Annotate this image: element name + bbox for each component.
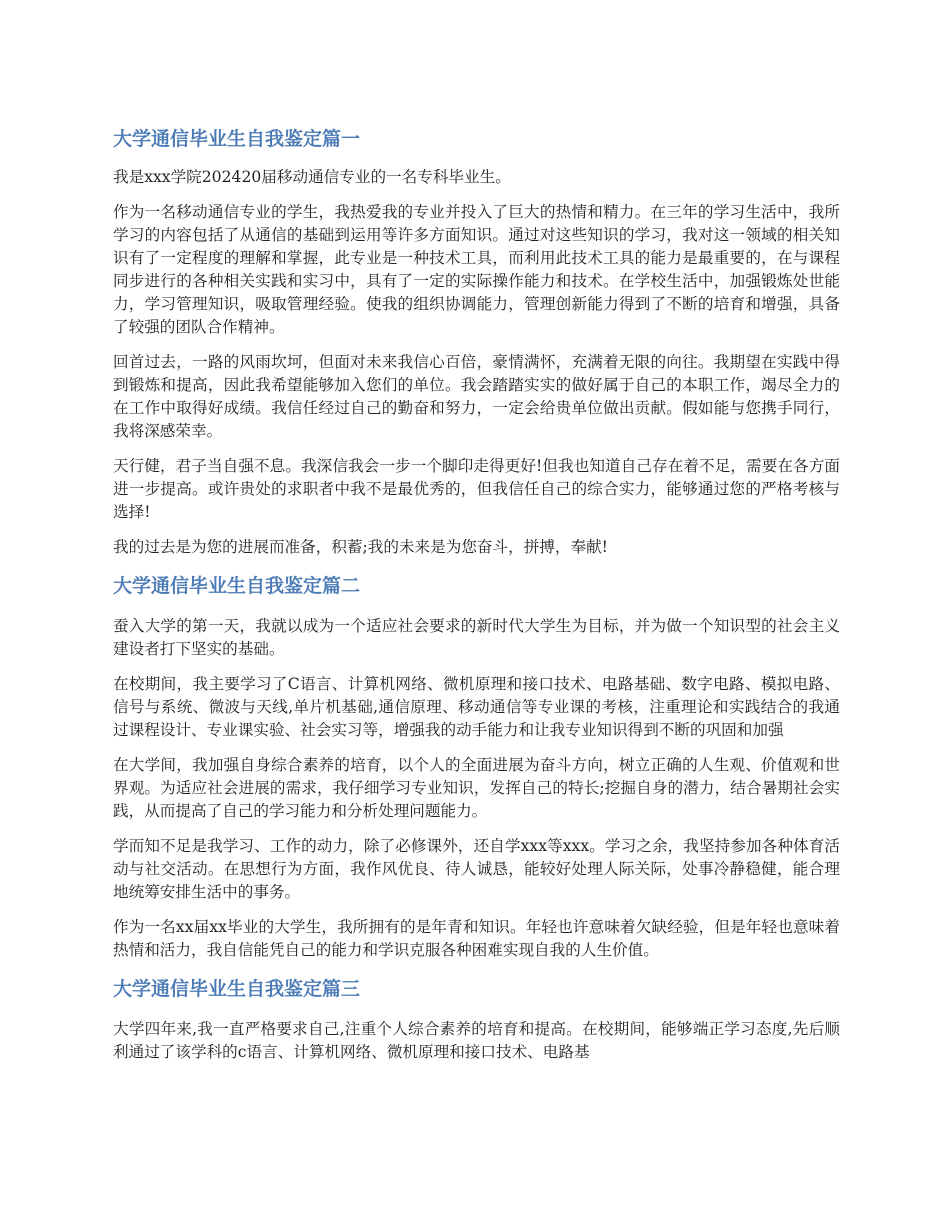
paragraph: 作为一名移动通信专业的学生，我热爱我的专业并投入了巨大的热情和精力。在三年的学习生活中，我所学习的内容包括了从通信的基础到运用等许多方面知识。通过对这些知识的学习，我对这一领域的相关知识有了一定程度的理解和掌握，此专业是一种技术工具，而利用此技术工具的能力是最重要的，在与课程同步进行的各种相关实践和实习中，具有了一定的实际操作能力和技术。在学校生活中，加强锻炼处世能力，学习管理知识，吸取管理经验。使我的组织协调能力，管理创新能力得到了不断的培育和增强，具备了较强的团队合作精神。 [113, 203, 840, 336]
paragraph: 在大学间，我加强自身综合素养的培育，以个人的全面进展为奋斗方向，树立正确的人生观、价值观和世界观。为适应社会进展的需求，我仔细学习专业知识，发挥自己的特长;挖掘自身的潜力，结合暑期社会实践，从而提高了自己的学习能力和分析处理问题能力。 [113, 756, 840, 820]
paragraph: 作为一名xx届xx毕业的大学生，我所拥有的是年青和知识。年轻也许意味着欠缺经验，但是年轻也意味着热情和活力，我自信能凭自己的能力和学识克服各种困难实现自我的人生价值。 [113, 918, 840, 959]
section-heading: 大学通信毕业生自我鉴定篇三 [113, 978, 361, 1000]
section-heading: 大学通信毕业生自我鉴定篇一 [113, 128, 361, 150]
paragraph: 我的过去是为您的进展而准备，积蓄;我的未来是为您奋斗，拼搏，奉献! [113, 538, 608, 556]
paragraph: 天行健，君子当自强不息。我深信我会一步一个脚印走得更好!但我也知道自己存在着不足，需要在各方面进一步提高。或许贵处的求职者中我不是最优秀的，但我信任自己的综合实力，能够通过您的严格考核与选择! [113, 457, 840, 521]
document-body [113, 124, 840, 1076]
paragraph: 蚕入大学的第一天，我就以成为一个适应社会要求的新时代大学生为目标，并为做一个知识型的社会主义建设者打下坚实的基础。 [113, 617, 840, 658]
section-3 [113, 974, 840, 1064]
paragraph: 大学四年来,我一直严格要求自己,注重个人综合素养的培育和提高。在校期间，能够端正学习态度,先后顺利通过了该学科的c语言、计算机网络、微机原理和接口技术、电路基 [113, 1020, 840, 1061]
section-heading: 大学通信毕业生自我鉴定篇二 [113, 575, 361, 597]
paragraph: 回首过去，一路的风雨坎坷，但面对未来我信心百倍，豪情满怀，充满着无限的向往。我期望在实践中得到锻炼和提高，因此我希望能够加入您们的单位。我会踏踏实实的做好属于自己的本职工作，竭尽全力的在工作中取得好成绩。我信任经过自己的勤奋和努力，一定会给贵单位做出贡献。假如能与您携手同行，我将深感荣幸。 [113, 353, 840, 440]
section-2 [113, 571, 840, 962]
paragraph: 我是xxx学院202420届移动通信专业的一名专科毕业生。 [113, 168, 511, 186]
paragraph: 在校期间，我主要学习了C语言、计算机网络、微机原理和接口技术、电路基础、数字电路、模拟电路、信号与系统、微波与天线,单片机基础,通信原理、移动通信等专业课的考核，注重理论和实践结合的我通过课程设计、专业课实验、社会实习等，增强我的动手能力和让我专业知识得到不断的巩固和加强 [113, 675, 840, 739]
section-1 [113, 124, 840, 559]
paragraph: 学而知不足是我学习、工作的动力，除了必修课外，还自学xxx等xxx。学习之余，我坚持参加各种体育活动与社交活动。在思想行为方面，我作风优良、待人诚恳，能较好处理人际关际，处事冷静稳健，能合理地统筹安排生活中的事务。 [113, 837, 840, 901]
